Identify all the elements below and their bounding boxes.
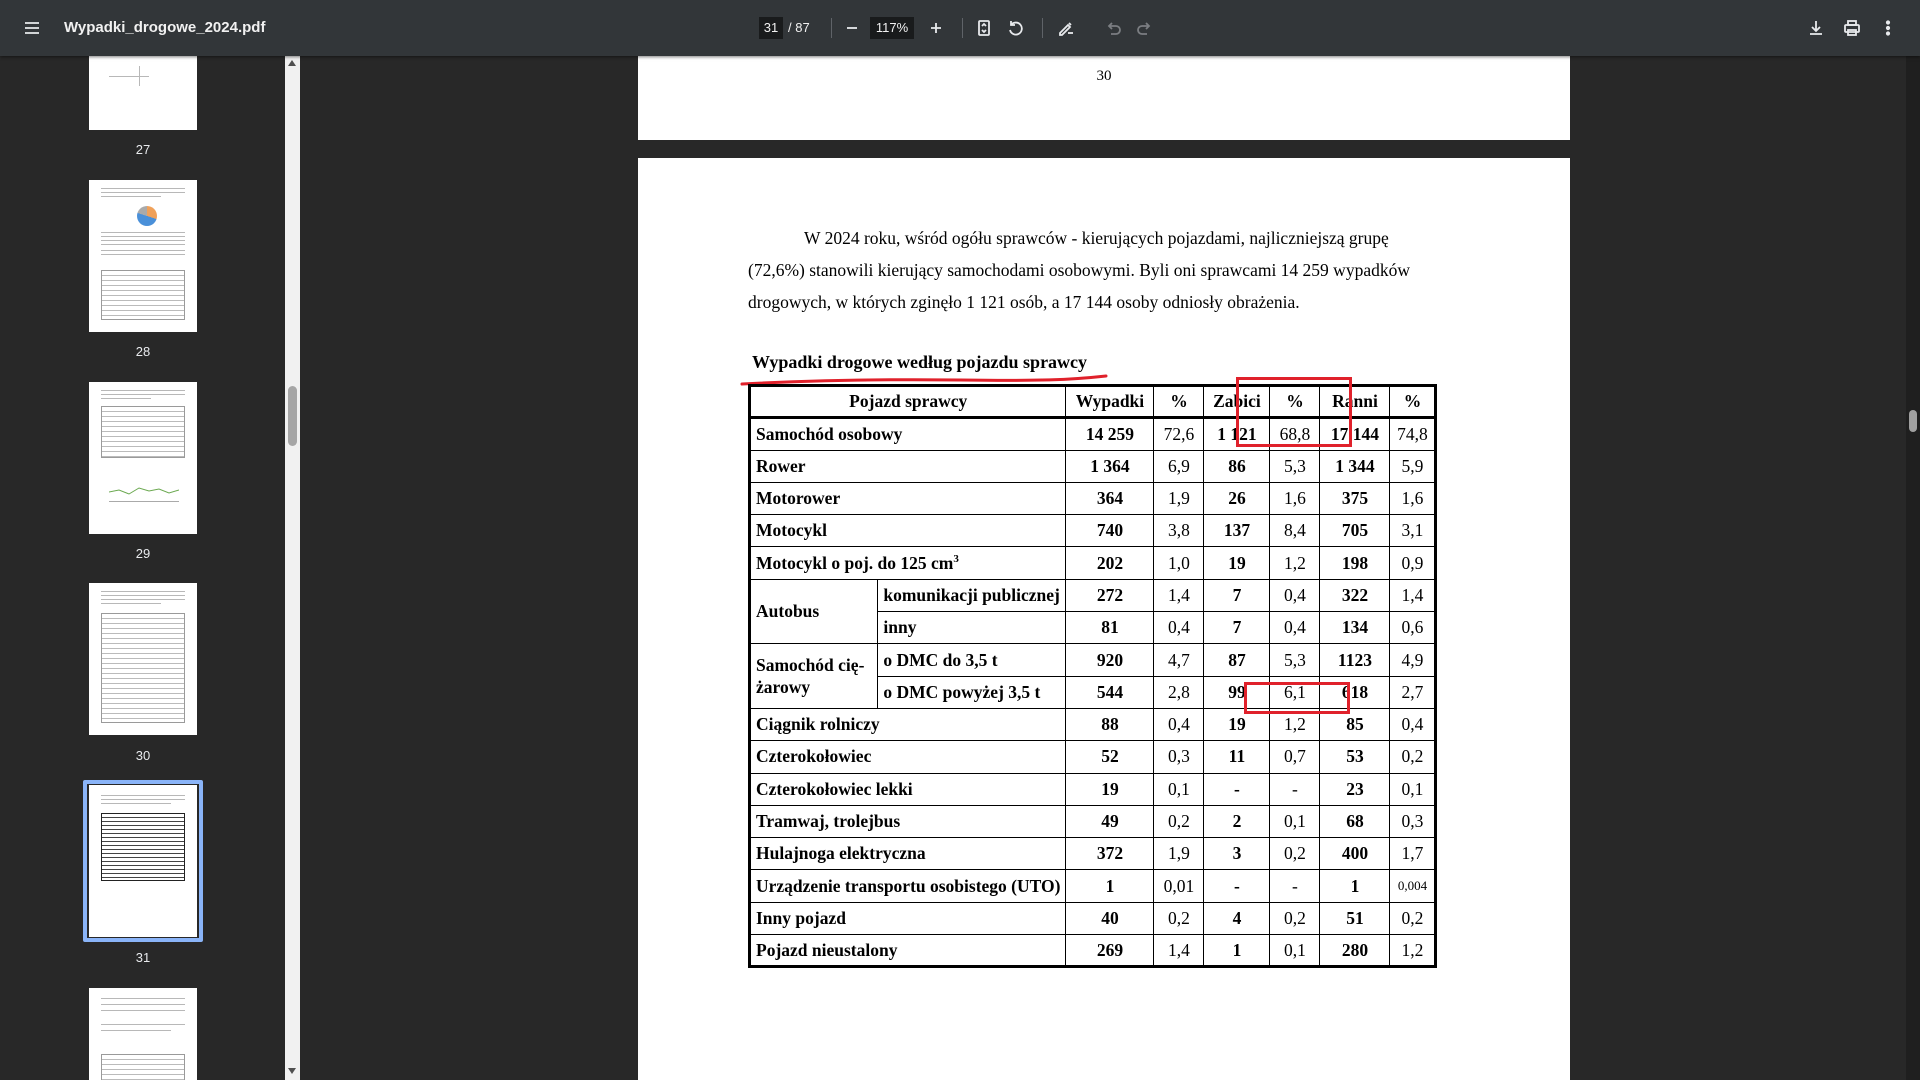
cell-ranni: 375 <box>1320 482 1390 514</box>
cell-wypadki: 88 <box>1066 708 1154 740</box>
pdf-page-30 <box>638 56 1570 140</box>
table-row <box>750 482 1436 514</box>
cell-pct: 1,9 <box>1154 482 1204 514</box>
body-paragraph <box>748 222 1458 318</box>
cell-wypadki: 19 <box>1066 773 1154 805</box>
cell-ranni: 322 <box>1320 579 1390 611</box>
table-row <box>750 450 1436 482</box>
cell-pct: 0,3 <box>1390 805 1436 837</box>
pdf-toolbar <box>0 0 1920 56</box>
cell-wypadki: 49 <box>1066 805 1154 837</box>
menu-icon[interactable] <box>16 12 48 44</box>
pdf-page-31 <box>638 158 1570 1080</box>
scroll-down-arrow-icon[interactable] <box>288 1068 296 1074</box>
thumbnail-label: 28 <box>135 344 151 359</box>
row-label: Inny pojazd <box>750 902 1066 934</box>
cell-wypadki: 1 <box>1066 870 1154 902</box>
cell-pct: - <box>1270 870 1320 902</box>
cell-pct: 5,3 <box>1270 450 1320 482</box>
thumbnail-label: 29 <box>135 546 151 561</box>
document-viewport[interactable] <box>300 56 1906 1080</box>
cell-pct: 0,4 <box>1270 612 1320 644</box>
cell-zabici: 1 <box>1204 935 1270 967</box>
thumbnail-page-30[interactable] <box>89 583 197 735</box>
cell-wypadki: 269 <box>1066 935 1154 967</box>
table-row <box>750 902 1436 934</box>
cell-pct: 0,2 <box>1154 805 1204 837</box>
cell-pct: 0,2 <box>1270 838 1320 870</box>
cell-zabici: 3 <box>1204 838 1270 870</box>
row-label: Pojazd nieustalony <box>750 935 1066 967</box>
paragraph-line: drogowych, w których zginęło 1 121 osób, a 17 144 osoby odniosły obrażenia. <box>748 292 1300 312</box>
red-box-annotation <box>1236 377 1352 447</box>
cell-ranni: 17 144 <box>1320 418 1390 450</box>
cell-ranni: 85 <box>1320 708 1390 740</box>
table-row <box>750 805 1436 837</box>
cell-wypadki: 81 <box>1066 612 1154 644</box>
row-label: Samochód osobowy <box>750 418 1066 450</box>
cell-pct: 0,1 <box>1270 805 1320 837</box>
row-label: Hulajnoga elektryczna <box>750 838 1066 870</box>
cell-wypadki: 920 <box>1066 644 1154 676</box>
cell-pct: 1,6 <box>1390 482 1436 514</box>
cell-ranni: 705 <box>1320 515 1390 547</box>
document-title: Wypadki_drogowe_2024.pdf <box>64 19 266 36</box>
cell-zabici: 19 <box>1204 708 1270 740</box>
cell-ranni: 23 <box>1320 773 1390 805</box>
row-label: Ciągnik rolniczy <box>750 708 1066 740</box>
scroll-up-arrow-icon[interactable] <box>288 60 296 66</box>
header-cell: Pojazd sprawcy <box>750 386 1066 418</box>
header-cell: % <box>1390 386 1436 418</box>
header-cell: Wypadki <box>1066 386 1154 418</box>
cell-pct: 4,9 <box>1390 644 1436 676</box>
cell-wypadki: 544 <box>1066 676 1154 708</box>
header-cell: Zabici <box>1204 386 1270 418</box>
cell-pct: 1,4 <box>1390 579 1436 611</box>
cell-ranni: 68 <box>1320 805 1390 837</box>
print-icon[interactable] <box>1836 12 1868 44</box>
cell-pct: 0,1 <box>1390 773 1436 805</box>
cell-zabici: 86 <box>1204 450 1270 482</box>
table-row <box>750 579 1436 611</box>
toolbar-divider <box>962 18 963 38</box>
thumbnail-page-29[interactable] <box>89 382 197 534</box>
cell-pct: 74,8 <box>1390 418 1436 450</box>
row-label: Motocykl <box>750 515 1066 547</box>
cell-pct: 6,9 <box>1154 450 1204 482</box>
cell-zabici: - <box>1204 870 1270 902</box>
cell-ranni: 53 <box>1320 741 1390 773</box>
cell-zabici: 7 <box>1204 579 1270 611</box>
download-icon[interactable] <box>1800 12 1832 44</box>
row-label: inny <box>878 612 1066 644</box>
cell-zabici: 99 <box>1204 676 1270 708</box>
fit-page-icon[interactable] <box>968 12 1000 44</box>
row-label: Czterokołowiec lekki <box>750 773 1066 805</box>
cell-pct: 1,4 <box>1154 579 1204 611</box>
cell-pct: 1,4 <box>1154 935 1204 967</box>
header-cell: Ranni <box>1320 386 1390 418</box>
cell-pct: 1,2 <box>1270 708 1320 740</box>
table-row <box>750 644 1436 676</box>
header-cell: % <box>1154 386 1204 418</box>
cell-wypadki: 740 <box>1066 515 1154 547</box>
group-label <box>750 644 878 709</box>
thumbnail-page-32[interactable] <box>89 988 197 1080</box>
cell-pct: 1,9 <box>1154 838 1204 870</box>
table-row <box>750 870 1436 902</box>
cell-pct: 4,7 <box>1154 644 1204 676</box>
thumbnail-label: 30 <box>135 748 151 763</box>
table-row <box>750 838 1436 870</box>
header-cell: % <box>1270 386 1320 418</box>
cell-pct: 0,7 <box>1270 741 1320 773</box>
table-row <box>750 773 1436 805</box>
toolbar-divider <box>831 18 832 38</box>
cell-pct: 0,2 <box>1270 902 1320 934</box>
cell-zabici: 11 <box>1204 741 1270 773</box>
page-total: / 87 <box>788 20 810 35</box>
cell-pct: 0,4 <box>1390 708 1436 740</box>
cell-wypadki: 52 <box>1066 741 1154 773</box>
table-row <box>750 741 1436 773</box>
cell-pct: 0,4 <box>1270 579 1320 611</box>
table-row <box>750 935 1436 967</box>
sidebar-scrollbar-thumb[interactable] <box>288 386 297 446</box>
paragraph-line: W 2024 roku, wśród ogółu sprawców - kierujących pojazdami, najliczniejszą grupę <box>804 228 1389 248</box>
undo-icon[interactable] <box>1097 12 1129 44</box>
row-label: Tramwaj, trolejbus <box>750 805 1066 837</box>
red-box-annotation <box>1244 682 1350 714</box>
paragraph-line: (72,6%) stanowili kierujący samochodami osobowymi. Byli oni sprawcami 14 259 wypadków <box>748 260 1410 280</box>
cell-pct: 68,8 <box>1270 418 1320 450</box>
row-label: Czterokołowiec <box>750 741 1066 773</box>
group-label: Autobus <box>750 579 878 644</box>
cell-ranni: 1 344 <box>1320 450 1390 482</box>
cell-ranni: 400 <box>1320 838 1390 870</box>
row-label: Urządzenie transportu osobistego (UTO) <box>750 870 1066 902</box>
cell-pct: 1,0 <box>1154 547 1204 579</box>
thumbnail-label: 27 <box>135 142 151 157</box>
cell-pct: 0,4 <box>1154 612 1204 644</box>
cell-pct: 0,2 <box>1390 741 1436 773</box>
cell-zabici: 2 <box>1204 805 1270 837</box>
cell-wypadki: 40 <box>1066 902 1154 934</box>
cell-pct: 0,3 <box>1154 741 1204 773</box>
document-scrollbar-thumb[interactable] <box>1909 410 1917 432</box>
cell-ranni: 51 <box>1320 902 1390 934</box>
cell-zabici: 19 <box>1204 547 1270 579</box>
row-label <box>750 547 1066 579</box>
redo-icon[interactable] <box>1129 12 1161 44</box>
cell-pct: 72,6 <box>1154 418 1204 450</box>
cell-pct: 5,9 <box>1390 450 1436 482</box>
cell-ranni: 198 <box>1320 547 1390 579</box>
zoom-in-button[interactable] <box>920 12 952 44</box>
cell-pct: 0,1 <box>1154 773 1204 805</box>
document-scrollbar[interactable] <box>1906 56 1920 1080</box>
accident-table <box>748 384 1437 968</box>
row-label: o DMC powyżej 3,5 t <box>878 676 1066 708</box>
annotate-pen-icon[interactable] <box>1050 12 1082 44</box>
zoom-input[interactable]: 117% <box>870 17 914 39</box>
rotate-icon[interactable] <box>1000 12 1032 44</box>
cell-zabici: 4 <box>1204 902 1270 934</box>
cell-ranni: 280 <box>1320 935 1390 967</box>
cell-pct: 3,8 <box>1154 515 1204 547</box>
group-label-line: żarowy <box>756 677 811 698</box>
cell-zabici: - <box>1204 773 1270 805</box>
cell-pct: 0,1 <box>1270 935 1320 967</box>
cell-zabici: 87 <box>1204 644 1270 676</box>
table-row <box>750 547 1436 579</box>
cell-pct: 3,1 <box>1390 515 1436 547</box>
thumbnail-page-28[interactable] <box>89 180 197 332</box>
cell-pct: 2,8 <box>1154 676 1204 708</box>
row-label-text: Motocykl o poj. do 125 cm <box>756 552 954 573</box>
cell-pct: 1,7 <box>1390 838 1436 870</box>
cell-zabici: 26 <box>1204 482 1270 514</box>
cell-pct: 8,4 <box>1270 515 1320 547</box>
thumbnail-page-27[interactable] <box>89 56 197 130</box>
table-title: Wypadki drogowe według pojazdu sprawcy <box>752 352 1088 372</box>
page-number: 30 <box>1096 68 1112 84</box>
cell-pct: 0,6 <box>1390 612 1436 644</box>
cell-wypadki: 372 <box>1066 838 1154 870</box>
cell-pct: 1,2 <box>1270 547 1320 579</box>
cell-wypadki: 364 <box>1066 482 1154 514</box>
cell-wypadki: 202 <box>1066 547 1154 579</box>
cell-zabici: 1 121 <box>1204 418 1270 450</box>
cell-pct: - <box>1270 773 1320 805</box>
row-label: Rower <box>750 450 1066 482</box>
cell-wypadki: 272 <box>1066 579 1154 611</box>
page-number-input[interactable]: 31 <box>759 17 783 39</box>
cell-ranni: 1123 <box>1320 644 1390 676</box>
cell-pct: 0,2 <box>1154 902 1204 934</box>
cell-pct: 0,01 <box>1154 870 1204 902</box>
sidebar-scrollbar[interactable] <box>285 56 300 1080</box>
cell-wypadki: 14 259 <box>1066 418 1154 450</box>
cell-pct: 6,1 <box>1270 676 1320 708</box>
row-label: Motorower <box>750 482 1066 514</box>
zoom-out-button[interactable] <box>836 12 868 44</box>
row-label: komunikacji publicznej <box>878 579 1066 611</box>
cell-ranni: 1 <box>1320 870 1390 902</box>
cell-pct: 0,9 <box>1390 547 1436 579</box>
cell-pct: 0,2 <box>1390 902 1436 934</box>
cell-pct: 1,6 <box>1270 482 1320 514</box>
cell-pct: 0,004 <box>1390 870 1436 902</box>
cell-zabici: 7 <box>1204 612 1270 644</box>
cell-pct: 2,7 <box>1390 676 1436 708</box>
group-label-line: Samochód cię- <box>756 655 865 676</box>
cell-pct: 0,4 <box>1154 708 1204 740</box>
thumbnail-label: 31 <box>135 950 151 965</box>
cell-pct: 1,2 <box>1390 935 1436 967</box>
more-options-icon[interactable] <box>1872 12 1904 44</box>
cell-zabici: 137 <box>1204 515 1270 547</box>
table-row <box>750 515 1436 547</box>
cell-pct: 5,3 <box>1270 644 1320 676</box>
row-label: o DMC do 3,5 t <box>878 644 1066 676</box>
thumbnail-page-31[interactable] <box>89 785 197 937</box>
toolbar-divider <box>1042 18 1043 38</box>
cell-ranni: 618 <box>1320 676 1390 708</box>
cell-wypadki: 1 364 <box>1066 450 1154 482</box>
cell-ranni: 134 <box>1320 612 1390 644</box>
thumbnail-sidebar <box>0 56 300 1080</box>
superscript: 3 <box>953 552 959 565</box>
